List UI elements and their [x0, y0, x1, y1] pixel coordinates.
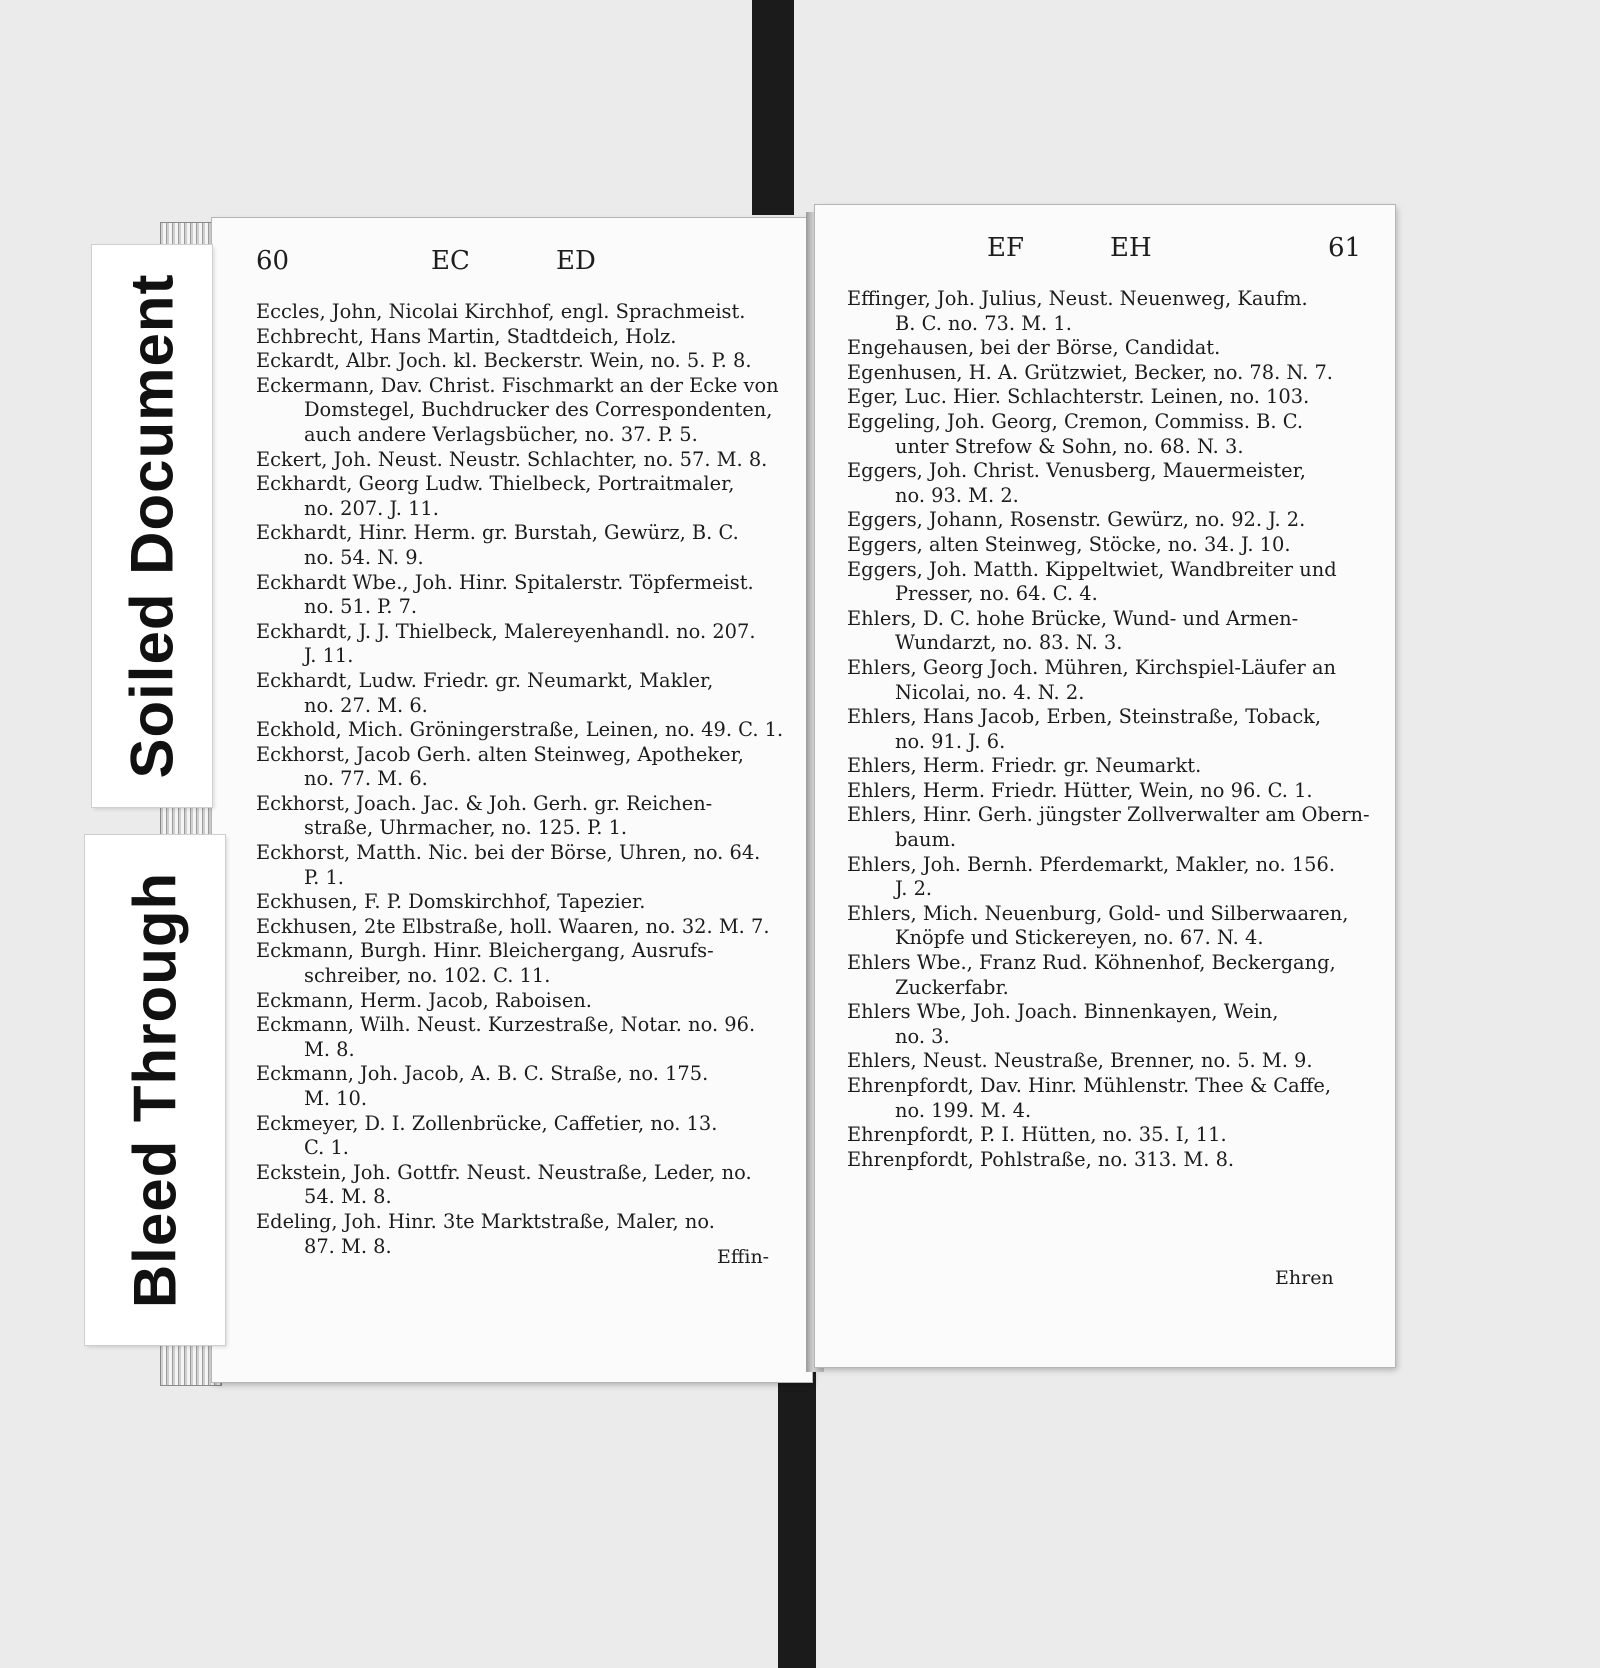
entry-line: Ehlers, D. C. hohe Brücke, Wund- und Armen-: [847, 606, 1299, 630]
entry-line: Ehlers, Joh. Bernh. Pferdemarkt, Makler, no. 156.: [847, 852, 1336, 876]
directory-entry: [847, 656, 1377, 705]
directory-entry: [256, 841, 796, 890]
right-page: [815, 205, 1395, 1367]
directory-entry: [256, 1112, 796, 1161]
entry-continuation-line: 54. M. 8.: [304, 1185, 392, 1209]
entry-line: Eckardt, Albr. Joch. kl. Beckerstr. Wein, no. 5. P. 8.: [256, 349, 752, 373]
directory-entry: [847, 459, 1377, 508]
bleed-through-label: [85, 835, 225, 1345]
soiled-document-text: Soiled Document: [118, 273, 186, 779]
entry-line: Ehlers Wbe., Franz Rud. Köhnenhof, Beckergang,: [847, 951, 1336, 975]
page-number-left: 60: [256, 246, 290, 276]
entry-line: Eggers, Joh. Christ. Venusberg, Mauermeister,: [847, 459, 1306, 483]
entry-continuation-line: no. 54. N. 9.: [304, 545, 424, 569]
directory-entry: [847, 1049, 1377, 1074]
entry-line: Eckhardt, J. J. Thielbeck, Malereyenhandl. no. 207.: [256, 619, 756, 643]
entry-line: Ehlers, Hinr. Gerh. jüngster Zollverwalter am Obern-: [847, 803, 1370, 827]
directory-entry: [256, 571, 796, 620]
entry-continuation-line: Nicolai, no. 4. N. 2.: [895, 680, 1085, 704]
entry-line: Eckhusen, 2te Elbstraße, holl. Waaren, no. 32. M. 7.: [256, 914, 770, 938]
entry-continuation-line: unter Strefow & Sohn, no. 68. N. 3.: [895, 434, 1244, 458]
directory-entry: [847, 287, 1377, 336]
directory-entry: [256, 472, 796, 521]
directory-entry: [256, 743, 796, 792]
running-head-left-1: EC: [431, 246, 470, 276]
entry-line: Eckstein, Joh. Gottfr. Neust. Neustraße, Leder, no.: [256, 1160, 752, 1184]
directory-entry: [847, 607, 1377, 656]
entry-line: Eckert, Joh. Neust. Neustr. Schlachter, no. 57. M. 8.: [256, 447, 768, 471]
entry-line: Eckermann, Dav. Christ. Fischmarkt an der Ecke von: [256, 373, 779, 397]
entry-line: Ehrenpfordt, Pohlstraße, no. 313. M. 8.: [847, 1147, 1235, 1171]
directory-entry: [256, 989, 796, 1014]
directory-entry: [847, 410, 1377, 459]
directory-entry: [256, 718, 796, 743]
directory-entry: [256, 1161, 796, 1210]
entry-continuation-line: M. 8.: [304, 1037, 355, 1061]
left-page-header: [256, 246, 776, 282]
directory-entry: [256, 620, 796, 669]
entry-continuation-line: Zuckerfabr.: [895, 975, 1009, 999]
right-page-header: [845, 233, 1365, 269]
entry-line: Eckhorst, Joach. Jac. & Joh. Gerh. gr. Reichen-: [256, 791, 713, 815]
entry-line: Eckmann, Wilh. Neust. Kurzestraße, Notar. no. 96.: [256, 1013, 756, 1037]
entry-continuation-line: no. 93. M. 2.: [895, 483, 1019, 507]
directory-entry: [847, 558, 1377, 607]
entry-line: Eggers, alten Steinweg, Stöcke, no. 34. J. 10.: [847, 532, 1291, 556]
binding-strip-top: [752, 0, 794, 215]
directory-entry: [847, 336, 1377, 361]
directory-entry: [256, 448, 796, 473]
entry-line: Ehrenpfordt, P. I. Hütten, no. 35. I, 11.: [847, 1123, 1227, 1147]
entry-line: Eckhorst, Matth. Nic. bei der Börse, Uhren, no. 64.: [256, 841, 761, 865]
entry-continuation-line: Domstegel, Buchdrucker des Correspondenten,: [304, 398, 773, 422]
entry-continuation-line: no. 207. J. 11.: [304, 496, 439, 520]
entry-line: Eckmann, Herm. Jacob, Raboisen.: [256, 988, 592, 1012]
directory-entry: [256, 915, 796, 940]
directory-entry: [847, 361, 1377, 386]
entry-continuation-line: schreiber, no. 102. C. 11.: [304, 964, 551, 988]
entry-line: Ehlers, Mich. Neuenburg, Gold- und Silberwaaren,: [847, 901, 1349, 925]
directory-entry: [847, 803, 1377, 852]
entry-line: Eckmann, Burgh. Hinr. Bleichergang, Ausrufs-: [256, 939, 714, 963]
running-head-right-1: EF: [987, 233, 1025, 263]
right-entry-list: [847, 287, 1377, 1172]
entry-line: Ehlers, Georg Joch. Mühren, Kirchspiel-Läufer an: [847, 655, 1337, 679]
entry-continuation-line: Presser, no. 64. C. 4.: [895, 582, 1098, 606]
directory-entry: [847, 1123, 1377, 1148]
directory-entry: [847, 508, 1377, 533]
entry-continuation-line: P. 1.: [304, 865, 344, 889]
entry-line: Eckhardt, Georg Ludw. Thielbeck, Portraitmaler,: [256, 472, 735, 496]
entry-line: Ehlers, Herm. Friedr. gr. Neumarkt.: [847, 754, 1202, 778]
entry-continuation-line: auch andere Verlagsbücher, no. 37. P. 5.: [304, 422, 698, 446]
entry-continuation-line: Wundarzt, no. 83. N. 3.: [895, 631, 1123, 655]
entry-continuation-line: no. 91. J. 6.: [895, 729, 1006, 753]
entry-continuation-line: B. C. no. 73. M. 1.: [895, 311, 1072, 335]
entry-continuation-line: M. 10.: [304, 1087, 368, 1110]
entry-line: Eckhold, Mich. Gröningerstraße, Leinen, no. 49. C. 1.: [256, 718, 784, 742]
running-head-right-2: EH: [1110, 233, 1152, 263]
directory-entry: [847, 1000, 1377, 1049]
directory-entry: [847, 951, 1377, 1000]
directory-entry: [256, 325, 796, 350]
directory-entry: [256, 374, 796, 448]
entry-line: Egenhusen, H. A. Grützwiet, Becker, no. 78. N. 7.: [847, 360, 1333, 384]
entry-line: Eckhardt Wbe., Joh. Hinr. Spitalerstr. Töpfermeist.: [256, 570, 754, 594]
directory-entry: [847, 902, 1377, 951]
running-head-left-2: ED: [556, 246, 596, 276]
directory-entry: [847, 853, 1377, 902]
entry-line: Eckhorst, Jacob Gerh. alten Steinweg, Apotheker,: [256, 742, 744, 766]
entry-line: Eckmann, Joh. Jacob, A. B. C. Straße, no. 175.: [256, 1062, 709, 1086]
entry-continuation-line: no. 77. M. 6.: [304, 767, 428, 791]
catchword-left: Effin-: [717, 1246, 770, 1268]
directory-entry: [256, 349, 796, 374]
catchword-right: Ehren: [1275, 1267, 1334, 1289]
entry-line: Eggeling, Joh. Georg, Cremon, Commiss. B. C.: [847, 409, 1304, 433]
entry-line: Eckhardt, Hinr. Herm. gr. Burstah, Gewürz, B. C.: [256, 521, 739, 545]
directory-entry: [256, 1013, 796, 1062]
directory-entry: [256, 521, 796, 570]
directory-entry: [847, 705, 1377, 754]
directory-entry: [847, 754, 1377, 779]
entry-line: Ehlers, Herm. Friedr. Hütter, Wein, no 96. C. 1.: [847, 778, 1313, 802]
entry-line: Ehlers Wbe, Joh. Joach. Binnenkayen, Wein,: [847, 1000, 1279, 1024]
directory-entry: [847, 533, 1377, 558]
directory-entry: [256, 669, 796, 718]
entry-line: Ehrenpfordt, Dav. Hinr. Mühlenstr. Thee & Caffe,: [847, 1074, 1332, 1097]
entry-continuation-line: straße, Uhrmacher, no. 125. P. 1.: [304, 816, 628, 840]
directory-entry: [256, 1062, 796, 1111]
entry-line: Effinger, Joh. Julius, Neust. Neuenweg, Kaufm.: [847, 287, 1308, 310]
entry-continuation-line: no. 27. M. 6.: [304, 693, 428, 717]
bleed-through-text: Bleed Through: [121, 871, 189, 1309]
directory-entry: [847, 385, 1377, 410]
soiled-document-label: [92, 245, 212, 807]
page-number-right: 61: [1328, 233, 1362, 263]
entry-line: Eckmeyer, D. I. Zollenbrücke, Caffetier, no. 13.: [256, 1111, 718, 1135]
entry-line: Ehlers, Hans Jacob, Erben, Steinstraße, Toback,: [847, 705, 1322, 729]
directory-entry: [847, 1148, 1377, 1173]
directory-entry: [256, 1210, 796, 1259]
directory-entry: [256, 890, 796, 915]
entry-line: Edeling, Joh. Hinr. 3te Marktstraße, Maler, no.: [256, 1209, 715, 1233]
left-entry-list: [256, 300, 796, 1259]
entry-line: Eggers, Joh. Matth. Kippeltwiet, Wandbreiter und: [847, 557, 1337, 581]
entry-continuation-line: 87. M. 8.: [304, 1234, 392, 1258]
entry-continuation-line: baum.: [895, 828, 957, 852]
entry-line: Eckhardt, Ludw. Friedr. gr. Neumarkt, Makler,: [256, 668, 714, 692]
entry-line: Eggers, Johann, Rosenstr. Gewürz, no. 92. J. 2.: [847, 508, 1306, 532]
entry-line: Eger, Luc. Hier. Schlachterstr. Leinen, no. 103.: [847, 385, 1310, 409]
entry-line: Ehlers, Neust. Neustraße, Brenner, no. 5. M. 9.: [847, 1049, 1313, 1073]
entry-continuation-line: J. 2.: [895, 877, 933, 901]
directory-entry: [256, 939, 796, 988]
binding-strip-bottom: [778, 1360, 816, 1668]
directory-entry: [847, 1074, 1377, 1123]
entry-line: Eckhusen, F. P. Domskirchhof, Tapezier.: [256, 890, 646, 914]
entry-continuation-line: J. 11.: [304, 644, 354, 668]
entry-line: Eccles, John, Nicolai Kirchhof, engl. Sprachmeist.: [256, 300, 746, 323]
directory-entry: [256, 792, 796, 841]
directory-entry: [256, 300, 796, 325]
entry-continuation-line: no. 199. M. 4.: [895, 1098, 1032, 1122]
entry-continuation-line: C. 1.: [304, 1136, 349, 1160]
directory-entry: [847, 779, 1377, 804]
entry-line: Echbrecht, Hans Martin, Stadtdeich, Holz.: [256, 324, 677, 348]
entry-line: Engehausen, bei der Börse, Candidat.: [847, 336, 1221, 360]
entry-continuation-line: Knöpfe und Stickereyen, no. 67. N. 4.: [895, 926, 1264, 950]
left-page: [212, 218, 812, 1382]
entry-continuation-line: no. 3.: [895, 1024, 950, 1048]
entry-continuation-line: no. 51. P. 7.: [304, 595, 418, 619]
